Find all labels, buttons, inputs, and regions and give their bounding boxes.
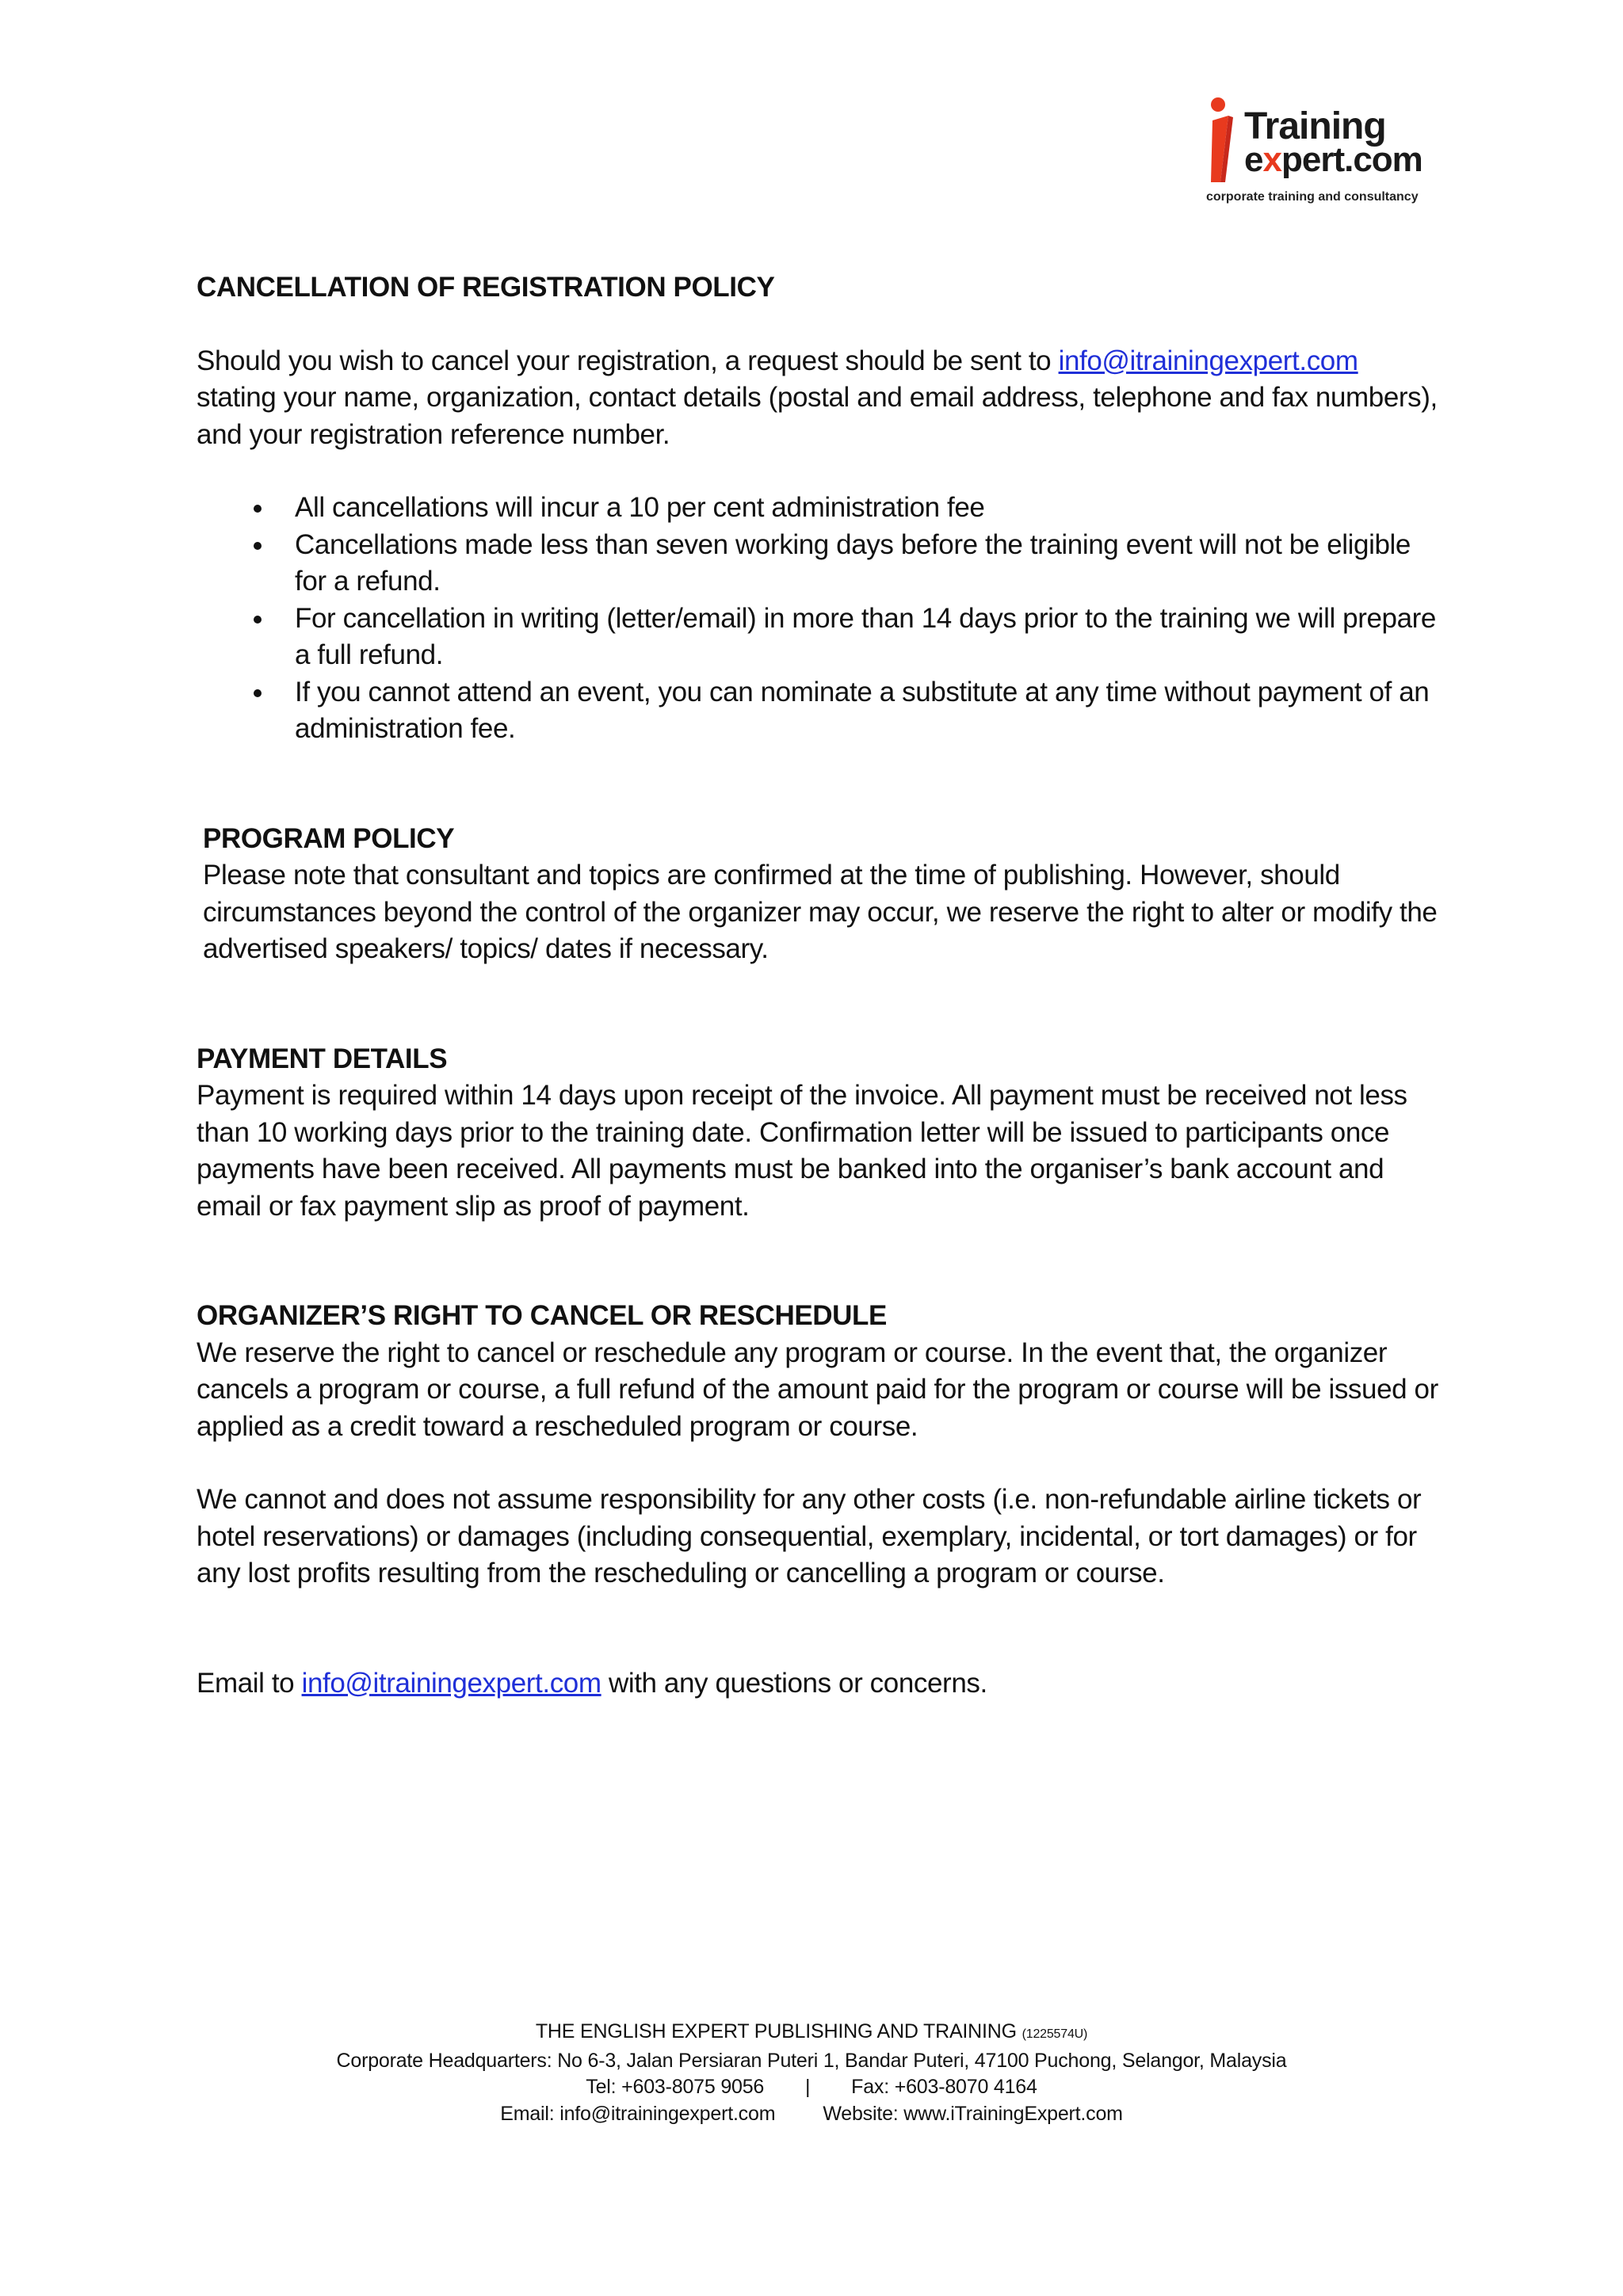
logo-word-training: Training	[1244, 105, 1386, 147]
footer-company-line	[0, 2019, 1623, 2048]
footer-contact-line	[0, 2101, 1623, 2128]
cancellation-intro: Should you wish to cancel your registration, a request should be sent to info@itrainingexpert.com stating your name, organization, contact details (postal and email address, telephone and fax numbers), and your registration reference number.	[197, 345, 1438, 450]
payment-body: Payment is required within 14 days upon receipt of the invoice. All payment must be received not less than 10 working days prior to the training date. Confirmation letter will be issued to participants once payments have been received. All payments must be banked into the organiser’s bank account and email or fax payment slip as proof of payment.	[197, 1080, 1407, 1222]
footer-reg-no: (1225574U)	[1022, 2027, 1088, 2041]
company-logo	[1205, 93, 1442, 212]
document-body	[197, 269, 1441, 1702]
list-item: All cancellations will incur a 10 per cent administration fee	[295, 490, 1441, 527]
cancellation-bullet-list	[197, 490, 1441, 748]
list-item: For cancellation in writing (letter/email) in more than 14 days prior to the training we will prepare a full refund.	[295, 601, 1441, 674]
footer-company: THE ENGLISH EXPERT PUBLISHING AND TRAINING	[535, 2020, 1017, 2042]
footer-address: Corporate Headquarters: No 6-3, Jalan Persiaran Puteri 1, Bandar Puteri, 47100 Puchong, Selangor, Malaysia	[336, 2049, 1287, 2072]
page-footer	[0, 2019, 1623, 2127]
organizer-heading: ORGANIZER’S RIGHT TO CANCEL OR RESCHEDULE	[197, 1300, 887, 1331]
program-heading: PROGRAM POLICY	[203, 822, 455, 854]
program-body: Please note that consultant and topics are confirmed at the time of publishing. However, should circumstances beyond the control of the organizer may occur, we reserve the right to alter or modify the advertised speakers/ topics/ dates if necessary.	[203, 860, 1438, 964]
footer-fax: Fax: +603-8070 4164	[851, 2076, 1037, 2098]
organizer-body-2: We cannot and does not assume responsibility for any other costs (i.e. non-refundable airline tickets or hotel reservations) or damages (including consequential, exemplary, incidental, or tort damages) or for any lost profits resulting from the rescheduling or cancelling a program or course.	[197, 1484, 1422, 1589]
closing-line: Email to info@itrainingexpert.com with any questions or concerns.	[197, 1667, 987, 1699]
footer-tel: Tel: +603-8075 9056	[586, 2076, 765, 2098]
footer-separator: |	[804, 2076, 811, 2098]
logo-tagline: corporate training and consultancy	[1206, 190, 1419, 204]
list-item: If you cannot attend an event, you can nominate a substitute at any time without payment of an administration fee.	[295, 674, 1441, 748]
cancellation-heading: CANCELLATION OF REGISTRATION POLICY	[197, 272, 775, 303]
email-link[interactable]: info@itrainingexpert.com	[301, 1667, 601, 1699]
footer-website: Website: www.iTrainingExpert.com	[823, 2102, 1123, 2125]
email-link[interactable]: info@itrainingexpert.com	[1058, 345, 1358, 376]
logo-word-expert: expert.com	[1244, 140, 1423, 179]
footer-phone-line	[0, 2074, 1623, 2101]
footer-email: Email: info@itrainingexpert.com	[500, 2102, 776, 2125]
payment-heading: PAYMENT DETAILS	[197, 1043, 448, 1074]
organizer-body-1: We reserve the right to cancel or reschedule any program or course. In the event that, the organizer cancels a program or course, a full refund of the amount paid for the program or course will be issued or applied as a credit toward a rescheduled program or course.	[197, 1337, 1438, 1442]
list-item: Cancellations made less than seven working days before the training event will not be eligible for a refund.	[295, 527, 1441, 601]
logo-i-mark-icon	[1205, 93, 1243, 189]
